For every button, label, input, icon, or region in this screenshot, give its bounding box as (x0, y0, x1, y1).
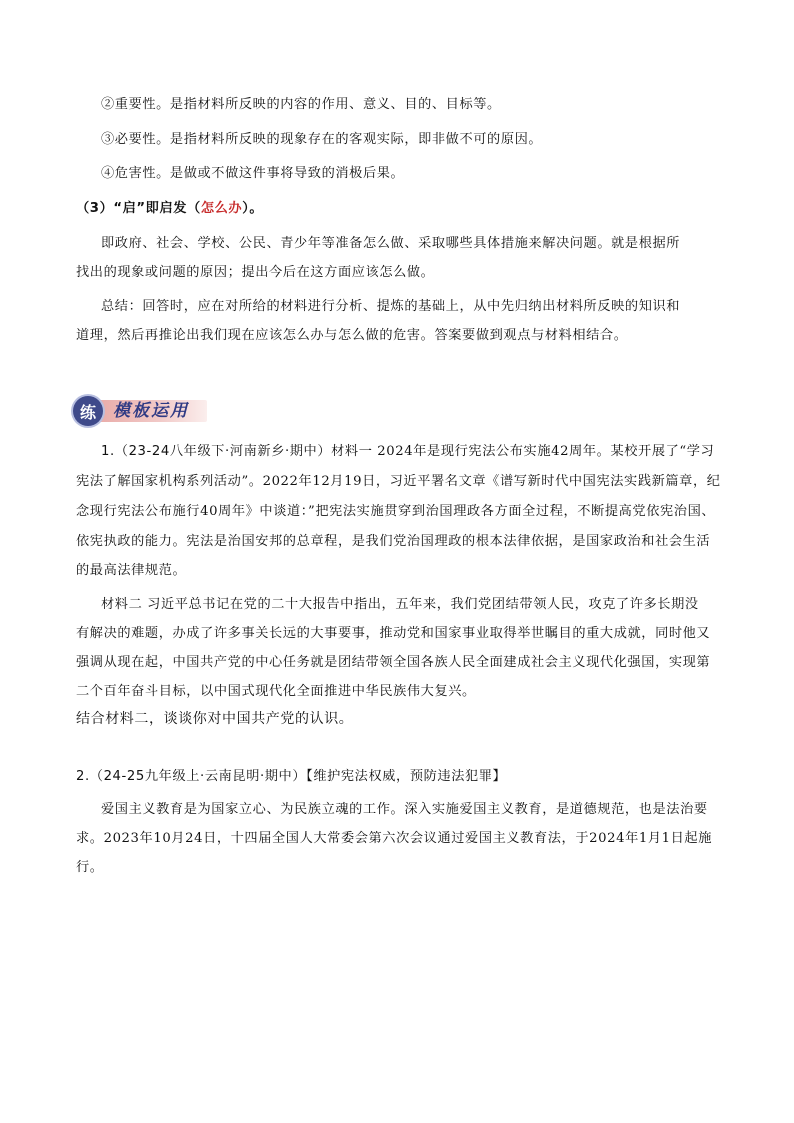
q1-material-1-line-4: 依宪执政的能力。宪法是治国安邦的总章程，是我们党治国理政的根本法律依据，是国家政治和社会生活 (76, 534, 711, 549)
q1-material-2-line-3: 强调从现在起，中国共产党的中心任务就是团结带领全国各族人民全面建成社会主义现代化强国，实现第 (76, 655, 711, 670)
section-3-highlight: 怎么办 (200, 201, 243, 216)
q1-material-2-line-2: 有解决的难题，办成了许多事关长远的大事要事，推动党和国家事业取得举世瞩目的重大成就，同时他又 (76, 626, 711, 641)
banner-title: 模板运用 (113, 401, 189, 421)
point-harm: ④危害性。是做或不做这件事将导致的消极后果。 (101, 166, 405, 181)
q2-line-1: 爱国主义教育是为国家立心、为民族立魂的工作。深入实施爱国主义教育，是道德规范，也是法治要 (101, 802, 708, 817)
point-necessity: ③必要性。是指材料所反映的现象存在的客观实际，即非做不可的原因。 (101, 132, 543, 147)
practice-badge-icon: 练 (73, 396, 103, 426)
q1-question: 结合材料二，谈谈你对中国共产党的认识。 (76, 711, 354, 727)
section-banner (73, 396, 209, 426)
summary-line-1: 总结：回答时，应在对所给的材料进行分析、提炼的基础上，从中先归纳出材料所反映的知识和 (101, 299, 681, 314)
q2-line-3: 行。 (76, 860, 104, 875)
q2-source: 2.（24-25九年级上·云南昆明·期中）【维护宪法权威，预防违法犯罪】 (76, 769, 507, 784)
section-3-suffix: ）。 (242, 201, 264, 216)
summary-line-2: 道理，然后再推论出我们现在应该怎么办与怎么做的危害。答案要做到观点与材料相结合。 (76, 328, 628, 343)
point-importance: ②重要性。是指材料所反映的内容的作用、意义、目的、目标等。 (101, 97, 501, 112)
section-3-heading (76, 199, 263, 219)
q1-material-1-line-1 (101, 442, 714, 462)
q1-material-1-line-3: 念现行宪法公布施行40周年》中谈道：”把宪法实施贯穿到治国理政各方面全过程，不断提高党依宪治国、 (76, 504, 716, 519)
q2-line-2: 求。2023年10月24日，十四届全国人大常委会第六次会议通过爱国主义教育法，于2024年1月1日起施 (76, 831, 712, 846)
q1-material-1-line-5: 的最高法律规范。 (76, 563, 187, 578)
enlighten-paragraph-line-1: 即政府、社会、学校、公民、青少年等准备怎么做、采取哪些具体措施来解决问题。就是根据所 (101, 236, 681, 251)
section-3-prefix: （3）“启”即启发（ (76, 201, 201, 216)
q1-source: 1.（23-24八年级下·河南新乡·期中） (101, 444, 332, 459)
q1-material-2-line-1: 材料二 习近平总书记在党的二十大报告中指出，五年来，我们党团结带领人民，攻克了许多长期没 (101, 597, 699, 612)
enlighten-paragraph-line-2: 找出的现象或问题的原因；提出今后在这方面应该怎么做。 (76, 265, 435, 280)
q1-material-1-line-2: 宪法了解国家机构系列活动”。2022年12月19日，习近平署名文章《谱写新时代中国宪法实践新篇章，纪 (76, 474, 721, 489)
q1-material-2-line-4: 二个百年奋斗目标，以中国式现代化全面推进中华民族伟大复兴。 (76, 684, 476, 699)
q1-material-1-start: 材料一 2024年是现行宪法公布实施42周年。某校开展了“学习 (331, 444, 715, 459)
